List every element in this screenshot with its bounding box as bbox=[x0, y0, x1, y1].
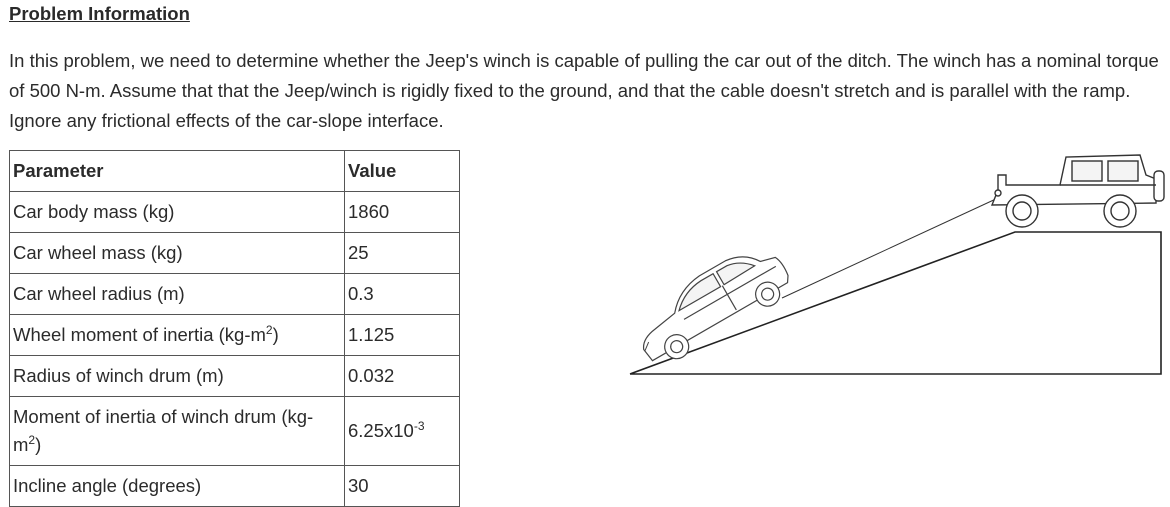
jeep-icon bbox=[992, 155, 1164, 227]
param-winch-drum-inertia bbox=[10, 397, 345, 466]
param-incline-angle: Incline angle (degrees) bbox=[10, 466, 345, 507]
value-text: 6.25x10 bbox=[348, 420, 414, 441]
table-header-row bbox=[10, 151, 460, 192]
value-car-body-mass: 1860 bbox=[345, 192, 460, 233]
car-icon bbox=[626, 237, 798, 372]
table-row bbox=[10, 274, 460, 315]
table-row bbox=[10, 356, 460, 397]
table-row bbox=[10, 315, 460, 356]
header-parameter: Parameter bbox=[10, 151, 345, 192]
table-row bbox=[10, 397, 460, 466]
param-superscript: 2 bbox=[265, 322, 273, 337]
param-text: Wheel moment of inertia (kg-m bbox=[13, 324, 266, 345]
value-superscript: -3 bbox=[413, 418, 425, 433]
value-wheel-moment-inertia: 1.125 bbox=[345, 315, 460, 356]
page-title: Problem Information bbox=[9, 3, 190, 24]
table-row bbox=[10, 192, 460, 233]
value-car-wheel-mass: 25 bbox=[345, 233, 460, 274]
param-car-wheel-mass: Car wheel mass (kg) bbox=[10, 233, 345, 274]
value-incline-angle: 30 bbox=[345, 466, 460, 507]
param-superscript: 2 bbox=[28, 432, 36, 447]
header-value: Value bbox=[345, 151, 460, 192]
table-row bbox=[10, 233, 460, 274]
param-car-body-mass: Car body mass (kg) bbox=[10, 192, 345, 233]
value-winch-drum-radius: 0.032 bbox=[345, 356, 460, 397]
parameter-table bbox=[9, 150, 460, 507]
table-row bbox=[10, 466, 460, 507]
value-winch-drum-inertia bbox=[345, 397, 460, 466]
param-unit: m bbox=[13, 434, 29, 455]
param-car-wheel-radius: Car wheel radius (m) bbox=[10, 274, 345, 315]
problem-description: In this problem, we need to determine whether the Jeep's winch is capable of pulling the car out of the ditch. The winch has a nominal torque of 500 N-m. Assume that that the Jeep/winch is rigidly fixed to the ground, and that the cable doesn't stretch and is parallel with the ramp. Ignore any frictional effects of the car-slope interface. bbox=[9, 50, 1159, 131]
param-text: Moment of inertia of winch drum (kg- bbox=[13, 406, 314, 427]
param-winch-drum-radius: Radius of winch drum (m) bbox=[10, 356, 345, 397]
param-text-tail: ) bbox=[35, 434, 42, 455]
param-text-line2 bbox=[13, 431, 341, 459]
ramp-illustration bbox=[620, 145, 1165, 380]
value-car-wheel-radius: 0.3 bbox=[345, 274, 460, 315]
winch-cable bbox=[782, 198, 998, 298]
param-text-tail: ) bbox=[272, 324, 279, 345]
param-wheel-moment-inertia bbox=[10, 315, 345, 356]
